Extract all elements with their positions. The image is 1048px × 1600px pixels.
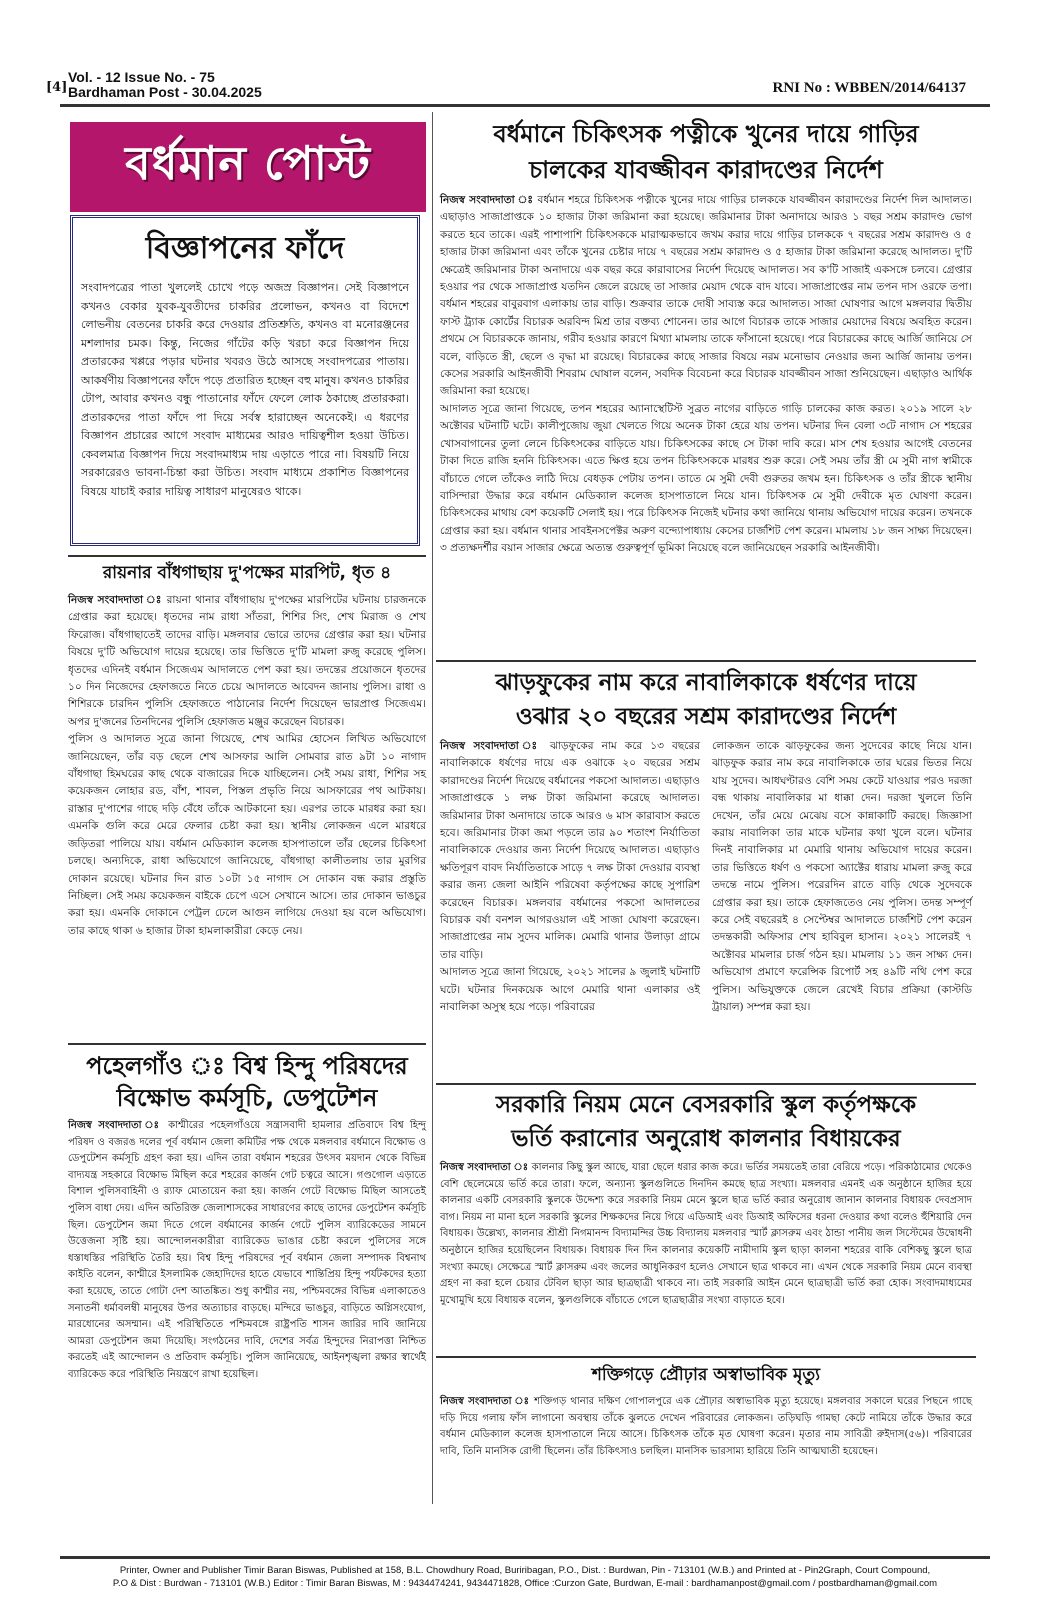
imprint-line: P.O & Dist : Burdwan - 713101 (W.B.) Editor : Timir Baran Biswas, M : 9434474241, 9434471828, Office :Curzon Gate, Burdwan, E-mail : bardhamanpost@gmail.com / postbardhaman@gmail.com [112,1578,938,1589]
article-raina [68,560,426,940]
article-body: পুলিস ও আদালত সূত্রে জানা গিয়েছে, শেখ আমির হোসেন লিখিত অভিযোগে জানিয়েছেন, তাঁর বড় ছেলে শেখ আসফার আলি সোমবার রাত ৯টা ১০ নাগাদ বাঁধগাছা হিমঘরের কাছ থেকে বাজারের দিকে যাচ্ছিলেন। সেই সময় রাধা, শিশির সহ কয়েকজন লোহার রড, বাঁশ, শাবল, পিস্তল প্রভৃতি নিয়ে আসফারের পথ আটকায়। রাস্তার দু'পাশের গাছে দড়ি বেঁধে তাঁকে আটকানো হয়। এরপর তাকে মারধর করা হয়। এমনকি গুলি করে মেরে ফেলার চেষ্টা করা হয়। স্থানীয় লোকজন এলে মারধরে জড়িতরা পালিয়ে যায়। বর্ধমান মেডিক্যাল কলেজ হাসপাতালে তাঁর ছেলের চিকিৎসা চলছে। অন্যদিকে, রাধা অভিযোগে জানিয়েছে, বাঁধগাছা কালীতলায় তার মুরগির দোকান রয়েছে। ঘটনার দিন রাত ১০টা ১৫ নাগাদ সে দোকান বন্ধ করার প্রস্তুতি নিচ্ছিল। সেই সময় কয়েকজন বাইকে চেপে এসে সেখানে আসে। তার দোকান ভাঙচুর করা হয়। এমনকি দোকানে পেট্রল ঢেলে আগুন লাগিয়ে দেওয়া হয় বলে অভিযোগ। তার কাছে থাকা ৬ হাজার টাকা হামলাকারীরা কেড়ে নেয়। [68,733,426,937]
byline: নিজস্ব সংবাদদাতা ঃ [440,194,534,206]
article-body: বর্ধমান শহরে চিকিৎসক পত্নীকে খুনের দায়ে গাড়ির চালককে যাবজ্জীবন কারাদণ্ডের নির্দেশ দিল আদালত। এছাড়াও সাজাপ্রাপ্তকে ১০ হাজার টাকা জরিমানা করা হয়েছে। জরিমানার টাকা অনাদায়ে আরও ১ বছর সশ্রম কারাদণ্ড ভোগ করতে হবে তাকে। এরই পাশাপাশি চিকিৎসককে মারাত্মকভাবে জখম করার দায়ে গাড়ির চালককে ৭ বছরের সশ্রম কারাদণ্ড ও ৫ হাজার টাকা জরিমানা এবং তাঁকে খুনের চেষ্টার দায়ে ৭ বছরের সশ্রম কারাদণ্ড ও ৫ হাজার টাকা জরিমানা করেছে আদালত। দু'টি ক্ষেত্রেই জরিমানার টাকা অনাদায়ে এক বছর করে কারাবাসের নির্দেশ দিয়েছে আদালত। সব ক'টি সাজাই একসঙ্গে চলবে। গ্রেপ্তার হওয়ার পর থেকে সাজাপ্রাপ্ত যতদিন জেলে রয়েছে তা সাজার মেয়াদ থেকে বাদ যাবে। সাজাপ্রাপ্তের নাম তপন দাস ওরফে তপা। বর্ধমান শহরের বাবুরবাগ এলাকায় তার বাড়ি। শুক্রবার তাকে দোষী সাব্যস্ত করে আদালত। সাজা ঘোষণার আগে মঙ্গলবার দ্বিতীয় ফাস্ট ট্র্যাক কোর্টের বিচারক অরবিন্দ মিশ্র তার বক্তব্য শোনেন। তার আগে বিচারক তাকে সাজার মেয়াদের বিষয়ে অবহিত করেন। প্রথমে সে বিচারককে জানায়, গরীব হওয়ার কারণে মিথ্যা মামলায় তাকে ফাঁসানো হয়েছে। পরে বিচারকের কাছে আর্জি জানিয়ে সে বলে, বাড়িতে স্ত্রী, ছেলে ও বৃদ্ধা মা রয়েছে। বিচারকের কাছে সাজার বিষয়ে নরম মনোভাব নেওয়ার জন্য আর্জি জানায় তপন। কেসের সরকারি আইনজীবী শিবরাম ঘোষাল বলেন, সবদিক বিবেচনা করে বিচারক যাবজ্জীবন সাজা শুনিয়েছেন। এছাড়াও আর্থিক জরিমানা করা হয়েছে। [440,194,972,398]
article-jharfuk [440,666,972,1017]
imprint-line: Printer, Owner and Publisher Timir Baran Biswas, Published at 158, B.L. Chowdhury Road, Buriribagan, P.O., Dist. : Burdwan, Pin - 713101 (W.B.) and Printed at - Pin2Graph, Court Compound, [119,1565,931,1576]
article-body: আদালত সূত্রে জানা গিয়েছে, ২০২১ সালের ৯ জুলাই ঘটনাটি ঘটে। ঘটনার দিনকয়েক আগে মেমারি থানা এলাকার ওই নাবালিকা অসুস্থ হয়ে পড়ে। পরিবারের [440,966,700,1014]
article-pahalgam [68,1050,426,1384]
byline: নিজস্ব সংবাদদাতা ঃ [440,1162,529,1173]
divider [436,1356,976,1358]
article-title: ভর্তি করানোর অনুরোধ কালনার বিধায়কের [511,1126,901,1152]
divider [436,1083,976,1085]
article-body: আদালত সূত্রে জানা গিয়েছে, তপন শহরের অ্যানাস্থেটিস্ট সুব্রত নাগের বাড়িতে গাড়ি চালকের কাজ করত। ২০১৯ সালে ২৮ অক্টোবর ঘটনাটি ঘটে। কালীপুজোয় জুয়া খেলতে গিয়ে অনেক টাকা হেরে যায় তপন। ঘটনার দিন বেলা ৩টে নাগাদ সে শহরের খোসবাগানের তুলা লেনে চিকিৎসকের বাড়িতে যায়। চিকিৎসকের কাছে সে টাকা দাবি করে। মাস শেষ হওয়ার আগেই বেতনের টাকা দিতে রাজি হননি চিকিৎসক। এতে ক্ষিপ্ত হয়ে তপন চিকিৎসককে মারধর শুরু করে। সেই সময় তাঁর স্ত্রী মে সুমী নাগ স্বামীকে বাঁচাতে গেলে তাঁকেও লাঠি দিয়ে বেধড়ক পেটায় তপন। তাতে মে সুমী দেবী গুরুতর জখম হন। চিকিৎসক ও তাঁর স্ত্রীকে স্থানীয় বাসিন্দারা উদ্ধার করে বর্ধমান মেডিক্যাল কলেজ হাসপাতালে নিয়ে যান। চিকিৎসক মে সুমী দেবীকে মৃত ঘোষণা করেন। চিকিৎসকের মাথায় বেশ কয়েকটি সেলাই হয়। পরে চিকিৎসক নিজেই ঘটনার কথা জানিয়ে থানায় অভিযোগ দায়ের করেন। তখনকে গ্রেপ্তার করা হয়। বর্ধমান থানার সাবইনসপেক্টর অরুণ বন্দ্যোপাধ্যায় কেসের চার্জশিট পেশ করেন। মামলায় ১৮ জন সাক্ষ্য দিয়েছেন। ৩ প্রত্যক্ষদর্শীর বয়ান সাজার ক্ষেত্রে অত্যন্ত গুরুত্বপূর্ণ ভূমিকা নিয়েছে বলে জানিয়েছেন সরকারি আইনজীবী। [440,402,972,555]
masthead [70,122,426,212]
issue-info [46,69,262,100]
article-body: কাশ্মীরের পহেলগাঁওয়ে সন্ত্রাসবাদী হামলার প্রতিবাদে বিশ্ব হিন্দু পরিষদ ও বজরঙ দলের পূর্ব বর্ধমান জেলা কমিটির পক্ষ থেকে মঙ্গলবার বর্ধমানে বিক্ষোভ ও ডেপুটেশন কর্মসূচি গ্রহণ করা হয়। এদিন তারা বর্ধমান শহরের উৎসব ময়দান থেকে বিভিন্ন বাদ্যযন্ত্র সহকারে বিক্ষোভ মিছিল করে শহরের কার্জন গেট চত্বরে আসে। গণ্ডগোল এড়াতে বিশাল পুলিসবাহিনী ও র‍্যাফ মোতায়েন করা হয়। কার্জন গেটে বিক্ষোভ মিছিল আসতেই পুলিস বাধা দেয়। এদিন অতিরিক্ত জেলাশাসকের সাধারণের কাছে তাদের ডেপুটেশন কর্মসূচি ছিল। ডেপুটেশন জমা দিতে গেলে বর্ধমানের কার্জন গেটে পুলিস ব্যারিকেডের সামনে উত্তেজনা সৃষ্টি হয়। আন্দোলনকারীরা ব্যারিকেড ভাঙার চেষ্টা করলে পুলিসের সঙ্গে ধস্তাধস্তির পরিস্থিতি তৈরি হয়। বিশ্ব হিন্দু পরিষদের পূর্ব বর্ধমান জেলা সম্পাদক বিশ্বনাথ কাইতি বলেন, কাশ্মীরে ইসলামিক জেহাদিদের হাতে যেভাবে শান্তিপ্রিয় হিন্দু পর্যটকদের হত্যা করা হয়েছে, তাতে গোটা দেশ আতঙ্কিত। শুধু কাশ্মীর নয়, পশ্চিমবঙ্গের বিভিন্ন এলাকাতেও সনাতনী ধর্মাবলম্বী মানুষের উপর অত্যাচার বাড়ছে। মন্দিরে ভাঙচুর, বাড়িতে অগ্নিসংযোগ, মারধোনের অসম্মান। এই পরিস্থিতিতে পশ্চিমবঙ্গে রাষ্ট্রপতি শাসন জারির দাবি জানিয়ে আমরা ডেপুটেশন জমা দিয়েছি। সংগঠনের দাবি, দেশের সর্বত্র হিন্দুদের নিরাপত্তা নিশ্চিত করতেই এই আন্দোলন ও প্রতিবাদ কর্মসূচি। পুলিস জানিয়েছে, আইনশৃঙ্খলা রক্ষার স্বার্থেই ব্যারিকেড করে পরিস্থিতি নিয়ন্ত্রণে রাখা হয়েছিল। [68,1120,426,1380]
article-title: চালকের যাবজ্জীবন কারাদণ্ডের নির্দেশ [529,156,883,184]
byline: নিজস্ব সংবাদদাতা ঃ [440,1396,530,1407]
divider [68,1043,426,1045]
page-number: [4] [46,80,68,95]
editorial-title: বিজ্ঞাপনের ফাঁদে [145,231,345,266]
byline: নিজস্ব সংবাদদাতা ঃ [68,1120,162,1131]
volume-issue: Vol. - 12 Issue No. - 75 [68,69,215,85]
article-title: পহেলগাঁও ঃ বিশ্ব হিন্দু পরিষদের [86,1052,408,1080]
divider [436,660,976,662]
article-title: ওঝার ২০ বছরের সশ্রম কারাদণ্ডের নির্দেশ [515,704,897,730]
article-kalna [440,1088,972,1309]
article-body: ঝাড়ফুকের নাম করে ১৩ বছরের নাবালিকাকে ধর্ষণের দায়ে এক ওঝাকে ২০ বছরের সশ্রম কারাদণ্ডের নির্দেশ দিয়েছে বর্ধমানের পকসো আদালত। এছাড়াও সাজাপ্রাপ্তকে ১ লক্ষ টাকা জরিমানা করেছে আদালত। জরিমানার টাকা অনাদায়ে তাকে আরও ৬ মাস কারাবাস করতে হবে। জরিমানার টাকা জমা পড়লে তার ৯০ শতাংশ নির্যাতিতা নাবালিকাকে দেওয়ার জন্য নির্দেশ দিয়েছে আদালত। এছাড়াও ক্ষতিপূরণ বাবদ নির্যাতিতাকে সাড়ে ৭ লক্ষ টাকা দেওয়ার ব্যবস্থা করার জন্য জেলা আইনি পরিষেবা কর্তৃপক্ষের কাছে সুপারিশ করেছেন বিচারক। মঙ্গলবার বর্ধমানের পকসো আদালতের বিচারক বর্ষা বনশল আগরওয়াল এই সাজা ঘোষণা করেছেন। সাজাপ্রাপ্তের নাম সুদেব মালিক। মেমারি থানার উলাড়া গ্রামে তার বাড়ি। [440,740,700,961]
column-divider [432,112,433,1504]
editorial-body: সংবাদপত্রের পাতা খুললেই চোখে পড়ে অজস্র বিজ্ঞাপন। সেই বিজ্ঞাপনে কখনও বেকার যুবক-যুবতীদের চাকরির প্রলোভন, কখনও বা বিদেশে লোভনীয় বেতনের চাকরি করে দেওয়ার প্রতিশ্রুতি, কখনও বা মনোরঞ্জনের মশলাদার চমক। কিন্তু, নিজের গাঁটের কড়ি খরচা করে বিজ্ঞাপন দিয়ে প্রতারকের খপ্পরে পড়ার ঘটনার খবরও উঠে আসছে সংবাদপত্রের পাতায়। আকর্ষণীয় বিজ্ঞাপনের ফাঁদে পড়ে প্রতারিত হচ্ছেন বহু মানুষ। কখনও চাকরির টোপ, আবার কখনও বন্ধু পাতানোর ফাঁদে ফেলে লোক ঠকাচ্ছে প্রতারকরা। প্রতারকদের পাতা ফাঁদে পা দিয়ে সর্বস্ব হারাচ্ছেন অনেকেই। এ ধরণের বিজ্ঞাপন প্রচারের আগে সংবাদ মাধ্যমের আরও দায়িত্বশীল হওয়া উচিত। কেবলমাত্র বিজ্ঞাপন দিয়ে সংবাদমাধ্যম দায় এড়াতে পারে না। বিষয়টি নিয়ে সরকারেরও ভাবনা-চিন্তা করা উচিত। সংবাদ মাধ্যমে প্রকাশিত বিজ্ঞাপনের বিষয়ে যাচাই করার দায়িত্ব সাধারণ মানুষেরও থাকে। [81,281,409,498]
article-body: কালনার কিছু স্কুল আছে, যারা ছেলে ধরার কাজ করে। ভর্তির সময়তেই তারা বেরিয়ে পড়ে। পরিকাঠামোর থেকেও বেশি ছেলেমেয়ে ভর্তি করে তারা। ফলে, অন্যান্য স্কুলগুলিতে দিনদিন কমছে ছাত্র সংখ্যা। মঙ্গলবার এমনই এক অনুষ্ঠানে হাজির হয়ে কালনার একটি বেসরকারি স্কুলকে উদ্দেশ্য করে সরকারি নিয়ম মেনে স্কুলে ছাত্র ভর্তি করার অনুরোধ জানান কালনার বিধায়ক দেবপ্রসাদ বাগ। নিয়ম না মানা হলে সরকারি স্কুলের শিক্ষকদের নিয়ে গিয়ে এডিআই এবং ডিআই অফিসের ধরনা দেওয়ার কথা বলেও হুঁশিয়ারি দেন বিধায়ক। উল্লেখ্য, কালনার শ্রীশ্রী নিগমানন্দ বিদ্যামন্দির উচ্চ বিদ্যালয় মঙ্গলবার স্মার্ট ক্লাসরুম এবং ঠান্ডা পানীয় জল সিস্টেমের উদ্বোধনী অনুষ্ঠানে হাজির হয়েছিলেন বিধায়ক। বিধায়ক দিন দিন কালনার কয়েকটি নামীদামি স্কুল ছাড়া কালনা শহরের বাকি বেশিকছু স্কুলে ছাত্র সংখ্যা কমছে। সেক্ষেত্রে স্মার্ট ক্লাসরুম এবং জলের আধুনিকরণ হলেও সেখানে ছাত্র থাকবে না। এখন থেকে সরকারি নিয়ম মেনে ব্যবস্থা গ্রহণ না করা হলে চেয়ার টেবিল ছাড়া আর ছাত্রছাত্রী থাকবে না। তাই সরকারি আইন মেনে ছাত্রছাত্রী ভর্তি করা হোক। সংবাদমাধ্যমের মুখোমুখি হয়ে বিধায়ক বলেন, স্কুলগুলিকে বাঁচাতে গেলে ছাত্রছাত্রীর সংখ্যা বাড়াতে হবে। [440,1162,972,1306]
article-doctor [440,116,972,558]
byline: নিজস্ব সংবাদদাতা ঃ [440,740,542,752]
rni-number: RNI No : WBBEN/2014/64137 [772,80,966,96]
divider [68,555,426,557]
article-body: লোকজন তাকে ঝাড়ফুকের জন্য সুদেবের কাছে নিয়ে যান। ঝাড়ফুক করার নাম করে নাবালিকাকে তার ঘরের ভিতর নিয়ে যায় সুদেব। আধঘণ্টারও বেশি সময় কেটে যাওয়ার পরও দরজা বন্ধ থাকায় নাবালিকার মা ধাক্কা দেন। দরজা খুললে তিনি দেখেন, তাঁর মেয়ে মেঝেয় বসে কান্নাকাটি করছে। জিজ্ঞাসা করায় নাবালিকা তার মাকে ঘটনার কথা খুলে বলে। ঘটনার দিনই নাবালিকার মা মেমারি থানায় অভিযোগ দায়ের করেন। তার ভিত্তিতে ধর্ষণ ও পকসো অ্যাক্টের ধারায় মামলা রুজু করে তদন্তে নামে পুলিস। পরেরদিন রাতে বাড়ি থেকে সুদেবকে গ্রেপ্তার করা হয়। তাকে হেফাজতেও নেয় পুলিস। তদন্ত সম্পূর্ণ করে সেই বছরেরই ৪ সেপ্টেম্বর আদালতে চার্জশিট পেশ করেন তদন্তকারী অফিসার শেখ হাবিবুল হাসান। ২০২১ সালেরই ৭ অক্টোবর মামলার চার্জ গঠন হয়। মামলায় ১১ জন সাক্ষ্য দেন। অভিযোগ প্রমাণে ফরেন্সিক রিপোর্ট সহ ৪৯টি নথি পেশ করে পুলিস। অভিযুক্তকে জেলে রেখেই বিচার প্রক্রিয়া (কাস্টডি ট্রায়াল) সম্পন্ন করা হয়। [712,740,972,1014]
header-rule [60,104,990,107]
article-title: সরকারি নিয়ম মেনে বেসরকারি স্কুল কর্তৃপক্ষকে [495,1092,917,1118]
article-title: বর্ধমানে চিকিৎসক পত্নীকে খুনের দায়ে গাড়ির [493,120,919,148]
article-title: রায়নার বাঁধগাছায় দু'পক্ষের মারপিট, ধৃত ৪ [102,563,392,583]
byline: নিজস্ব সংবাদদাতা ঃ [68,594,163,606]
editorial-box [70,215,420,546]
article-body: রায়না থানার বাঁধগাছায় দু'পক্ষের মারপিটের ঘটনায় চারজনকে গ্রেপ্তার করা হয়েছে। ধৃতদের নাম রাধা সাঁতরা, শিশির সিং, শেখ মিরাজ ও শেখ ফিরোজ। বাঁধগাছাতেই তাদের বাড়ি। মঙ্গলবার ভোরে তাদের গ্রেপ্তার করা হয়। ঘটনার বিষয়ে দু'টি অভিযোগ দায়ের হয়েছে। তার ভিত্তিতে দু'টি মামলা রুজু করেছে পুলিস। ধৃতদের এদিনই বর্ধমান সিজেএম আদালতে পেশ করা হয়। তদন্তের প্রয়োজনে ধৃতদের ১০ দিন নিজেদের হেফাজতে নিতে চেয়ে আদালতে আবেদন জানায় পুলিস। রাধা ও শিশিরকে চারদিন পুলিসি হেফাজতে পাঠানোর নির্দেশ দিয়েছেন ভারপ্রাপ্ত সিজেএম। অপর দু'জনের তিনদিনের পুলিসি হেফাজত মঞ্জুর করেছেন বিচারক। [68,594,426,728]
footer-rule [60,1556,990,1559]
article-title: ঝাড়ফুকের নাম করে নাবালিকাকে ধর্ষণের দায়ে [495,670,917,696]
article-body: শক্তিগড় থানার দক্ষিণ গোপালপুরে এক প্রৌঢ়ার অস্বাভাবিক মৃত্যু হয়েছে। মঙ্গলবার সকালে ঘরের পিছনে গাছে দড়ি দিয়ে গলায় ফাঁস লাগানো অবস্থায় তাঁকে ঝুলতে দেখেন পরিবারের লোকজন। তড়িঘড়ি গামছা কেটে নামিয়ে তাঁকে উদ্ধার করে বর্ধমান মেডিক্যাল কলেজ হাসপাতালে নিয়ে আসে। চিকিৎসক তাঁকে মৃত ঘোষণা করেন। মৃতার নাম সাবিত্রী রুইদাস(৫৬)। পরিবারের দাবি, তিনি মানসিক রোগী ছিলেন। তাঁর চিকিৎসাও চলছিল। মানসিক ভারসাম্য হারিয়ে তিনি আত্মঘাতী হয়েছেন। [440,1396,972,1457]
article-title: শক্তিগড়ে প্রৌঢ়ার অস্বাভাবিক মৃত্যু [591,1365,821,1385]
masthead-title: বর্ধমান পোস্ট [125,136,371,190]
article-shaktigarh [440,1362,972,1460]
imprint-footer [60,1564,990,1590]
article-title: বিক্ষোভ কর্মসূচি, ডেপুটেশন [116,1084,378,1112]
edition-date: Bardhaman Post - 30.04.2025 [68,84,262,100]
